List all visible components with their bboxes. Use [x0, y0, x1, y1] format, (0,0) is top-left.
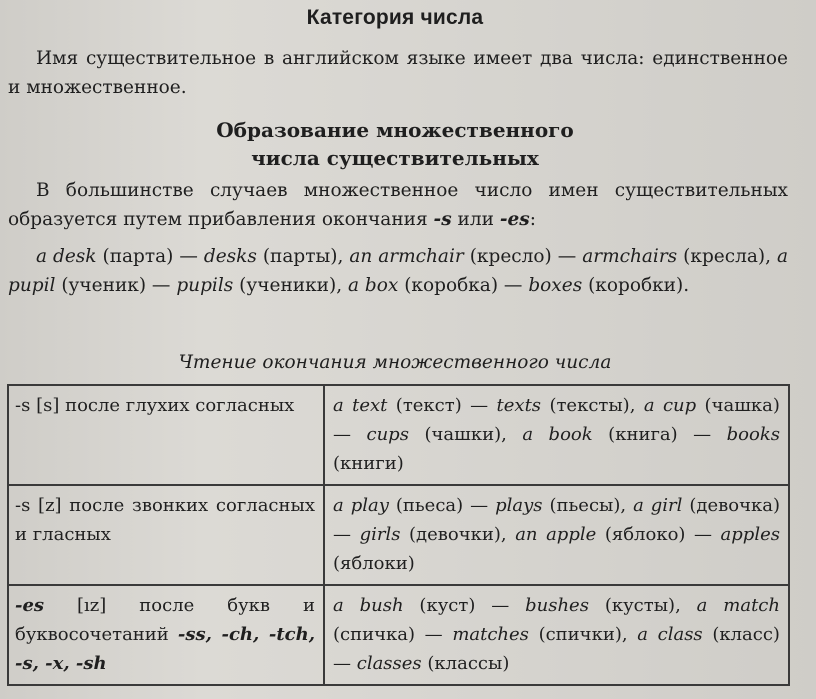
example-en: a book: [522, 424, 593, 445]
rule-label: [ız] после букв и буквосочетаний: [15, 595, 315, 645]
examples-cell: [324, 585, 789, 685]
section-subtitle: [0, 116, 790, 172]
table-row: [8, 585, 789, 685]
suffix-es: -es: [499, 209, 530, 230]
example-ru: (девочки),: [409, 524, 507, 545]
example-en: girls: [359, 524, 401, 545]
suffix-label: -s: [15, 495, 31, 516]
rule-letters: -ss, -ch, -tch, -s, -x, -sh: [15, 624, 315, 674]
example-en: a class: [637, 624, 703, 645]
example-ru: (коробки).: [588, 275, 690, 296]
example-en: classes: [356, 653, 422, 674]
rule-label: [s] после глухих согласных: [36, 395, 295, 416]
example-ru: (спичка) —: [333, 624, 443, 645]
suffix-s: -s: [433, 209, 452, 230]
example-ru: (книги): [333, 453, 404, 474]
example-ru: (девочка) —: [333, 495, 780, 545]
example-ru: (книга) —: [608, 424, 712, 445]
example-en: a play: [333, 495, 389, 516]
example-ru: (чашка) —: [333, 395, 780, 445]
rule-or: или: [457, 209, 494, 230]
example-en: a match: [696, 595, 780, 616]
example-en: books: [726, 424, 780, 445]
examples-cell: [324, 385, 789, 485]
example-ru: (пьесы),: [549, 495, 627, 516]
example-en: a bush: [333, 595, 404, 616]
example-en: plays: [495, 495, 543, 516]
table-row: [8, 385, 789, 485]
rule-cell: [8, 585, 324, 685]
rule-cell: [8, 385, 324, 485]
example-ru: (ученик) —: [61, 275, 171, 296]
example-ru: (текст) —: [395, 395, 489, 416]
table-row: [8, 485, 789, 585]
example-en: texts: [496, 395, 542, 416]
example-en: matches: [452, 624, 529, 645]
example-ru: (класс) —: [333, 624, 780, 674]
example-en: a girl: [633, 495, 683, 516]
rule-cell: [8, 485, 324, 585]
subtitle-line-1: Образование множественного: [216, 118, 574, 142]
example-ru: (классы): [427, 653, 510, 674]
example-en: a cup: [643, 395, 697, 416]
intro-paragraph: Имя существительное в английском языке имеет два числа: единственное и множественное.: [8, 48, 788, 98]
example-ru: (кресло) —: [469, 246, 577, 267]
example-ru: (кусты),: [604, 595, 681, 616]
example-en: a desk: [36, 246, 97, 267]
example-en: an armchair: [349, 246, 464, 267]
rule-paragraph: [8, 176, 788, 234]
example-ru: (тексты),: [549, 395, 636, 416]
subtitle-line-2: числа существительных: [251, 146, 539, 170]
example-ru: (яблоки): [333, 553, 415, 574]
suffix-label: -s: [15, 395, 31, 416]
example-en: bushes: [525, 595, 589, 616]
example-en: cups: [366, 424, 409, 445]
example-en: apples: [720, 524, 780, 545]
table-caption: Чтение окончания множественного числа: [178, 352, 612, 373]
rule-end: :: [529, 209, 536, 230]
example-ru: (яблоко) —: [604, 524, 712, 545]
example-ru: (пьеса) —: [395, 495, 489, 516]
example-ru: (ученики),: [239, 275, 343, 296]
example-en: pupils: [176, 275, 234, 296]
plural-reading-table: [7, 384, 790, 686]
examples-cell: [324, 485, 789, 585]
example-ru: (спички),: [538, 624, 628, 645]
example-ru: (парты),: [262, 246, 344, 267]
example-en: armchairs: [582, 246, 678, 267]
example-en: desks: [203, 246, 257, 267]
example-en: a box: [347, 275, 399, 296]
example-en: a pupil: [8, 246, 788, 296]
examples-paragraph: [8, 242, 788, 300]
rule-label: [z] после звонких согласных и гласных: [15, 495, 315, 545]
example-ru: (чашки),: [424, 424, 507, 445]
example-en: boxes: [528, 275, 583, 296]
suffix-label: -es: [15, 595, 45, 616]
example-en: an apple: [515, 524, 597, 545]
example-ru: (парта) —: [102, 246, 198, 267]
example-ru: (кресла),: [683, 246, 771, 267]
example-ru: (куст) —: [419, 595, 510, 616]
rule-text: В большинстве случаев множественное число имен существительных образуется путем прибавления окончания: [8, 180, 788, 230]
example-ru: (коробка) —: [404, 275, 523, 296]
example-en: a text: [333, 395, 388, 416]
page-title: Категория числа: [306, 6, 484, 29]
